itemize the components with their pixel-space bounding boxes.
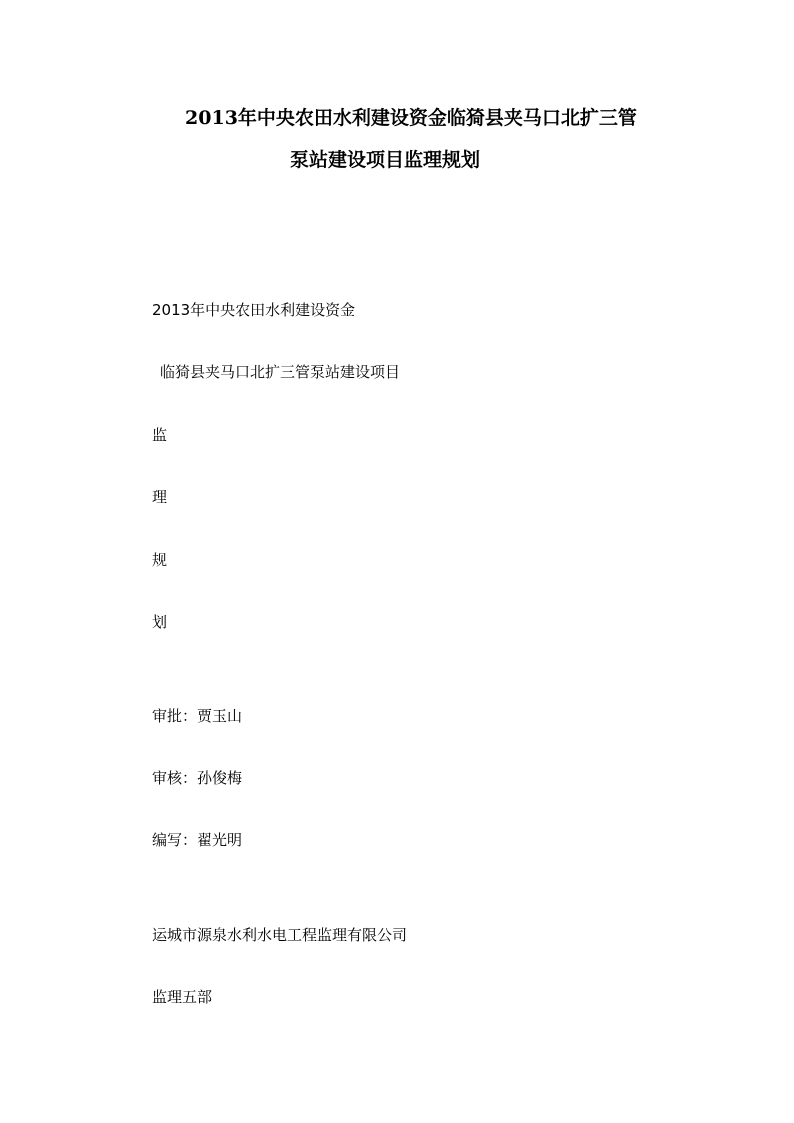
doc-type-char-3: 规 xyxy=(152,551,168,569)
document-title-line-1: 2013年中央农田水利建设资金临猗县夹马口北扩三管 xyxy=(185,107,637,129)
fund-line: 2013年中央农田水利建设资金 xyxy=(152,301,356,319)
company-department: 监理五部 xyxy=(152,988,213,1006)
doc-type-char-1: 监 xyxy=(152,426,168,444)
project-line: 临猗县夹马口北扩三管泵站建设项目 xyxy=(160,363,401,381)
approver-line: 审批：贾玉山 xyxy=(152,707,243,725)
reviewer-line: 审核：孙俊梅 xyxy=(152,769,243,787)
doc-type-char-2: 理 xyxy=(152,488,168,506)
author-line: 编写：翟光明 xyxy=(152,831,243,849)
doc-type-char-4: 划 xyxy=(152,613,168,631)
company-name: 运城市源泉水利水电工程监理有限公司 xyxy=(152,926,408,944)
document-title-line-2: 泵站建设项目监理规划 xyxy=(290,149,481,171)
